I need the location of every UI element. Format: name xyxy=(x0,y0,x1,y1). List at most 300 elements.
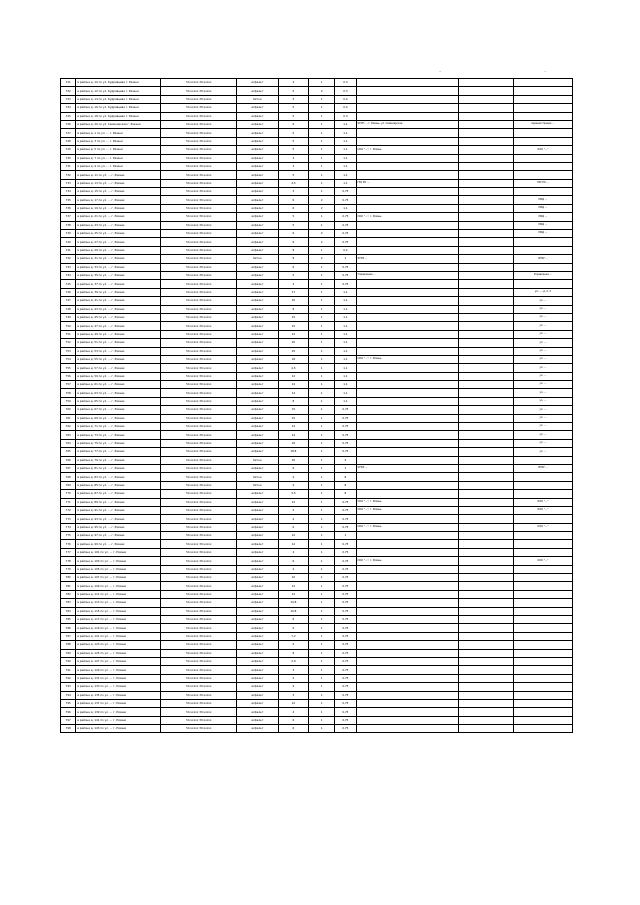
cell-owner xyxy=(513,649,572,657)
cell-volume: 0,75 xyxy=(335,271,356,279)
cell-blank xyxy=(459,473,513,481)
cell-number: 764 xyxy=(61,439,76,447)
cell-owner: ул. … xyxy=(513,322,572,330)
cell-containers: 1 xyxy=(309,397,335,405)
cell-number: 769 xyxy=(61,481,76,489)
table-row xyxy=(61,431,573,439)
table-row xyxy=(61,548,573,556)
cell-volume: 0,75 xyxy=(335,188,356,196)
cell-volume: 1,1 xyxy=(335,137,356,145)
cell-coordinates: 54.xxxxx 39.xxxxx xyxy=(161,506,237,514)
cell-surface: бетон xyxy=(237,95,278,103)
table-row xyxy=(61,204,573,212)
cell-address: в районе д. 137 по ул. … г. Рязани xyxy=(76,699,161,707)
cell-number: 758 xyxy=(61,389,76,397)
cell-owner: ул. … xyxy=(513,414,572,422)
cell-surface: асфальт xyxy=(237,263,278,271)
cell-volume: 0,75 xyxy=(335,624,356,632)
table-row xyxy=(61,666,573,674)
cell-containers: 1 xyxy=(309,674,335,682)
cell-number: 795 xyxy=(61,699,76,707)
cell-containers: 1 xyxy=(309,95,335,103)
cell-number: 790 xyxy=(61,657,76,665)
cell-area: 6 xyxy=(278,523,309,531)
cell-owner: ул. … xyxy=(513,313,572,321)
cell-organization xyxy=(356,423,459,431)
cell-number: 792 xyxy=(61,674,76,682)
cell-surface: асфальт xyxy=(237,699,278,707)
cell-organization xyxy=(356,204,459,212)
cell-surface: асфальт xyxy=(237,448,278,456)
cell-blank xyxy=(459,448,513,456)
cell-address: в районе д. 59 по ул. … г. Рязани xyxy=(76,372,161,380)
cell-address: в районе д. 95 по ул. … г. Рязани xyxy=(76,523,161,531)
cell-blank xyxy=(459,313,513,321)
cell-address: в районе д. 71 по ул. … г. Рязани xyxy=(76,423,161,431)
cell-owner xyxy=(513,548,572,556)
cell-area: 12 xyxy=(278,498,309,506)
cell-organization xyxy=(356,188,459,196)
cell-address: в районе д. 15 по ул. … г. Рязани xyxy=(76,188,161,196)
cell-surface: асфальт xyxy=(237,87,278,95)
cell-organization xyxy=(356,641,459,649)
cell-blank xyxy=(459,523,513,531)
cell-organization xyxy=(356,624,459,632)
cell-organization xyxy=(356,95,459,103)
cell-volume: 0,4 xyxy=(335,95,356,103)
cell-blank xyxy=(459,590,513,598)
cell-surface: асфальт xyxy=(237,154,278,162)
cell-organization xyxy=(356,238,459,246)
cell-owner xyxy=(513,674,572,682)
cell-volume: 1 xyxy=(335,532,356,540)
cell-volume: 1,1 xyxy=(335,389,356,397)
cell-surface: асфальт xyxy=(237,305,278,313)
cell-surface: асфальт xyxy=(237,397,278,405)
cell-number: 736 xyxy=(61,204,76,212)
cell-organization: Управление … xyxy=(356,271,459,279)
cell-blank xyxy=(459,540,513,548)
cell-containers: 1 xyxy=(309,691,335,699)
cell-number: 785 xyxy=(61,616,76,624)
cell-number: 761 xyxy=(61,414,76,422)
cell-volume: 1,1 xyxy=(335,179,356,187)
cell-organization xyxy=(356,154,459,162)
cell-blank xyxy=(459,204,513,212)
table-row xyxy=(61,95,573,103)
cell-surface: асфальт xyxy=(237,607,278,615)
cell-owner xyxy=(513,624,572,632)
cell-coordinates: 54.xxxxx 39.xxxxx xyxy=(161,95,237,103)
cell-area: 6 xyxy=(278,196,309,204)
cell-organization xyxy=(356,456,459,464)
cell-blank xyxy=(459,716,513,724)
cell-area: 5 xyxy=(278,506,309,514)
cell-area: 6 xyxy=(278,230,309,238)
cell-volume: 8 xyxy=(335,481,356,489)
cell-number: 734 xyxy=(61,188,76,196)
cell-area: 8 xyxy=(278,649,309,657)
cell-organization xyxy=(356,305,459,313)
cell-owner xyxy=(513,691,572,699)
cell-containers: 1 xyxy=(309,699,335,707)
cell-surface: асфальт xyxy=(237,204,278,212)
cell-address: в районе д. 97 по ул. … г. Рязани xyxy=(76,532,161,540)
cell-surface: асфальт xyxy=(237,657,278,665)
cell-surface: асфальт xyxy=(237,79,278,87)
cell-coordinates: 54.xxxxx 39.xxxxx xyxy=(161,154,237,162)
cell-area: 5 xyxy=(278,221,309,229)
cell-blank xyxy=(459,725,513,733)
cell-address: в районе д. 93 по ул. … г. Рязани xyxy=(76,515,161,523)
cell-address: в районе д. 83 по ул. … г. Рязани xyxy=(76,473,161,481)
cell-owner: ФГБУ … xyxy=(513,255,572,263)
cell-organization xyxy=(356,448,459,456)
cell-coordinates: 54.xxxxx 39.xxxxx xyxy=(161,691,237,699)
cell-blank xyxy=(459,632,513,640)
cell-surface: асфальт xyxy=(237,624,278,632)
cell-coordinates: 54.xxxxx 39.xxxxx xyxy=(161,355,237,363)
cell-organization xyxy=(356,322,459,330)
cell-coordinates: 54.xxxxx 39.xxxxx xyxy=(161,523,237,531)
cell-containers: 1 xyxy=(309,381,335,389)
cell-blank xyxy=(459,381,513,389)
cell-surface: асфальт xyxy=(237,288,278,296)
table-row xyxy=(61,607,573,615)
cell-number: 773 xyxy=(61,515,76,523)
cell-owner: ул. … xyxy=(513,431,572,439)
cell-surface: асфальт xyxy=(237,691,278,699)
cell-volume: 1,1 xyxy=(335,171,356,179)
cell-address: в районе д. 57 по ул. … г. Рязани xyxy=(76,364,161,372)
table-row xyxy=(61,389,573,397)
cell-owner xyxy=(513,582,572,590)
table-row xyxy=(61,339,573,347)
table-row xyxy=(61,120,573,128)
cell-organization xyxy=(356,708,459,716)
cell-organization xyxy=(356,372,459,380)
cell-organization xyxy=(356,414,459,422)
cell-volume: 1,1 xyxy=(335,162,356,170)
cell-surface: асфальт xyxy=(237,616,278,624)
table-row xyxy=(61,423,573,431)
cell-containers: 1 xyxy=(309,439,335,447)
cell-containers: 1 xyxy=(309,112,335,120)
cell-number: 777 xyxy=(61,548,76,556)
cell-owner xyxy=(513,473,572,481)
cell-number: 739 xyxy=(61,230,76,238)
cell-coordinates: 54.xxxxx 39.xxxxx xyxy=(161,557,237,565)
cell-organization xyxy=(356,540,459,548)
cell-organization xyxy=(356,246,459,254)
cell-surface: асфальт xyxy=(237,641,278,649)
cell-containers: 2 xyxy=(309,255,335,263)
cell-volume: 0,75 xyxy=(335,683,356,691)
table-row xyxy=(61,280,573,288)
cell-number: 726 xyxy=(61,120,76,128)
cell-area: 6 xyxy=(278,716,309,724)
cell-owner xyxy=(513,699,572,707)
cell-area: 25 xyxy=(278,347,309,355)
cell-owner xyxy=(513,481,572,489)
cell-blank xyxy=(459,674,513,682)
cell-blank xyxy=(459,574,513,582)
cell-owner: ул. … xyxy=(513,364,572,372)
cell-coordinates: 54.xxxxx 39.xxxxx xyxy=(161,439,237,447)
cell-number: 733 xyxy=(61,179,76,187)
cell-organization: ООО "…", г. Рязань xyxy=(356,498,459,506)
cell-address: в районе д. 143 по ул. … г. Рязани xyxy=(76,725,161,733)
table-row xyxy=(61,196,573,204)
cell-containers: 1 xyxy=(309,607,335,615)
table-row xyxy=(61,355,573,363)
cell-owner: ООО "…" xyxy=(513,146,572,154)
cell-coordinates: 54.xxxxx 39.xxxxx xyxy=(161,120,237,128)
table-row xyxy=(61,699,573,707)
cell-owner xyxy=(513,725,572,733)
cell-coordinates: 54.xxxxx 39.xxxxx xyxy=(161,146,237,154)
cell-blank xyxy=(459,280,513,288)
cell-coordinates: 54.xxxxx 39.xxxxx xyxy=(161,213,237,221)
cell-volume: 0,75 xyxy=(335,423,356,431)
cell-owner xyxy=(513,280,572,288)
cell-owner xyxy=(513,666,572,674)
cell-organization xyxy=(356,674,459,682)
cell-number: 762 xyxy=(61,423,76,431)
cell-address: в районе д. 115 по ул. … г. Рязани xyxy=(76,607,161,615)
cell-organization xyxy=(356,87,459,95)
cell-surface: асфальт xyxy=(237,137,278,145)
cell-owner: ул. … xyxy=(513,355,572,363)
cell-organization xyxy=(356,79,459,87)
cell-organization xyxy=(356,196,459,204)
cell-organization: ГБУ РО … xyxy=(356,179,459,187)
cell-blank xyxy=(459,120,513,128)
cell-address: в районе д. 99 по ул. … г. Рязани xyxy=(76,540,161,548)
cell-area: 12 xyxy=(278,699,309,707)
cell-address: в районе д. 125 по ул. … г. Рязани xyxy=(76,649,161,657)
cell-surface: асфальт xyxy=(237,515,278,523)
cell-blank xyxy=(459,246,513,254)
cell-coordinates: 54.xxxxx 39.xxxxx xyxy=(161,179,237,187)
cell-blank xyxy=(459,649,513,657)
cell-volume: 0,75 xyxy=(335,725,356,733)
cell-coordinates: 54.xxxxx 39.xxxxx xyxy=(161,448,237,456)
cell-organization xyxy=(356,297,459,305)
cell-coordinates: 54.xxxxx 39.xxxxx xyxy=(161,456,237,464)
cell-surface: асфальт xyxy=(237,464,278,472)
cell-number: 737 xyxy=(61,213,76,221)
cell-surface: асфальт xyxy=(237,406,278,414)
cell-address: в районе д. 103 по ул. … г. Рязани xyxy=(76,557,161,565)
cell-blank xyxy=(459,322,513,330)
cell-volume: 0,75 xyxy=(335,666,356,674)
table-row xyxy=(61,221,573,229)
cell-number: 747 xyxy=(61,297,76,305)
cell-address: в районе д. 119 по ул. … г. Рязани xyxy=(76,624,161,632)
cell-organization xyxy=(356,313,459,321)
cell-coordinates: 54.xxxxx 39.xxxxx xyxy=(161,649,237,657)
cell-organization xyxy=(356,280,459,288)
cell-address: в районе д. 25 по ул. … г. Рязани xyxy=(76,230,161,238)
cell-organization xyxy=(356,565,459,573)
cell-owner: ул. … xyxy=(513,372,572,380)
table-row xyxy=(61,104,573,112)
cell-owner: ООО "…" xyxy=(513,506,572,514)
cell-address: в районе д. 14 по ул. Кудрявцева г. Рязани xyxy=(76,95,161,103)
cell-address: в районе д. 141 по ул. … г. Рязани xyxy=(76,716,161,724)
cell-owner: Управление … xyxy=(513,271,572,279)
cell-containers: 1 xyxy=(309,221,335,229)
cell-blank xyxy=(459,364,513,372)
cell-surface: асфальт xyxy=(237,246,278,254)
table-row xyxy=(61,188,573,196)
cell-owner: ул. … xyxy=(513,339,572,347)
cell-volume: 0,75 xyxy=(335,280,356,288)
cell-address: в районе д. 17 по ул. … г. Рязани xyxy=(76,196,161,204)
cell-surface: асфальт xyxy=(237,355,278,363)
cell-volume: 0,75 xyxy=(335,607,356,615)
cell-blank xyxy=(459,657,513,665)
cell-volume: 0,3 xyxy=(335,112,356,120)
cell-address: в районе д. 111 по ул. … г. Рязани xyxy=(76,590,161,598)
cell-area: 4 xyxy=(278,515,309,523)
cell-coordinates: 54.xxxxx 39.xxxxx xyxy=(161,481,237,489)
cell-number: 793 xyxy=(61,683,76,691)
cell-containers: 1 xyxy=(309,456,335,464)
cell-organization xyxy=(356,389,459,397)
cell-blank xyxy=(459,330,513,338)
cell-area: 15 xyxy=(278,414,309,422)
cell-volume: 0,75 xyxy=(335,574,356,582)
cell-volume: 0,75 xyxy=(335,406,356,414)
table-row xyxy=(61,364,573,372)
cell-coordinates: 54.xxxxx 39.xxxxx xyxy=(161,582,237,590)
cell-blank xyxy=(459,79,513,87)
cell-address: в районе д. 53 по ул. … г. Рязани xyxy=(76,347,161,355)
cell-surface: асфальт xyxy=(237,523,278,531)
table-row xyxy=(61,599,573,607)
cell-organization xyxy=(356,431,459,439)
cell-containers: 1 xyxy=(309,498,335,506)
cell-containers: 1 xyxy=(309,389,335,397)
cell-blank xyxy=(459,347,513,355)
cell-area: 5 xyxy=(278,112,309,120)
cell-address: в районе д. 47 по ул. … г. Рязани xyxy=(76,322,161,330)
cell-containers: 1 xyxy=(309,582,335,590)
cell-blank xyxy=(459,129,513,137)
cell-number: 725 xyxy=(61,112,76,120)
cell-organization xyxy=(356,683,459,691)
cell-surface: асфальт xyxy=(237,188,278,196)
cell-volume: 0,75 xyxy=(335,691,356,699)
cell-blank xyxy=(459,372,513,380)
cell-area: 4 xyxy=(278,565,309,573)
cell-containers: 1 xyxy=(309,590,335,598)
cell-containers: 1 xyxy=(309,271,335,279)
cell-volume: 0,75 xyxy=(335,548,356,556)
cell-blank xyxy=(459,188,513,196)
cell-organization xyxy=(356,574,459,582)
cell-blank xyxy=(459,464,513,472)
cell-surface: асфальт xyxy=(237,339,278,347)
cell-organization xyxy=(356,716,459,724)
cell-organization xyxy=(356,330,459,338)
cell-coordinates: 54.xxxxx 39.xxxxx xyxy=(161,632,237,640)
cell-volume: 1,1 xyxy=(335,297,356,305)
cell-surface: асфальт xyxy=(237,632,278,640)
cell-area: 6 xyxy=(278,464,309,472)
cell-number: 755 xyxy=(61,364,76,372)
cell-containers: 1 xyxy=(309,599,335,607)
table-row xyxy=(61,414,573,422)
cell-owner xyxy=(513,154,572,162)
cell-address: в районе д. 51 по ул. … г. Рязани xyxy=(76,339,161,347)
cell-containers: 1 xyxy=(309,423,335,431)
cell-containers: 2 xyxy=(309,230,335,238)
cell-area: 4,5 xyxy=(278,490,309,498)
cell-address: в районе д. 13 по ул. … г. Рязани xyxy=(76,179,161,187)
cell-number: 753 xyxy=(61,347,76,355)
cell-blank xyxy=(459,624,513,632)
cell-surface: асфальт xyxy=(237,230,278,238)
cell-blank xyxy=(459,490,513,498)
cell-blank xyxy=(459,599,513,607)
cell-blank xyxy=(459,146,513,154)
cell-area: 3 xyxy=(278,154,309,162)
cell-containers: 1 xyxy=(309,406,335,414)
cell-surface: асфальт xyxy=(237,532,278,540)
cell-area: 15 xyxy=(278,406,309,414)
cell-number: 721 xyxy=(61,79,76,87)
cell-coordinates: 54.xxxxx 39.xxxxx xyxy=(161,288,237,296)
cell-containers: 1 xyxy=(309,213,335,221)
cell-number: 783 xyxy=(61,599,76,607)
cell-area: 15 xyxy=(278,313,309,321)
cell-coordinates: 54.xxxxx 39.xxxxx xyxy=(161,641,237,649)
cell-containers: 1 xyxy=(309,347,335,355)
cell-area: 3 xyxy=(278,280,309,288)
cell-number: 730 xyxy=(61,154,76,162)
cell-owner: МКД … xyxy=(513,196,572,204)
table-row xyxy=(61,288,573,296)
cell-coordinates: 54.xxxxx 39.xxxxx xyxy=(161,498,237,506)
cell-owner xyxy=(513,532,572,540)
table-row xyxy=(61,87,573,95)
cell-surface: асфальт xyxy=(237,347,278,355)
cell-surface: асфальт xyxy=(237,213,278,221)
table-row xyxy=(61,582,573,590)
cell-number: 780 xyxy=(61,574,76,582)
cell-address: в районе д. 9 по ул. … г. Рязани xyxy=(76,162,161,170)
cell-containers: 1 xyxy=(309,557,335,565)
cell-address: в районе д. 121 по ул. … г. Рязани xyxy=(76,632,161,640)
cell-containers: 1 xyxy=(309,322,335,330)
cell-surface: асфальт xyxy=(237,557,278,565)
cell-surface: асфальт xyxy=(237,683,278,691)
cell-blank xyxy=(459,263,513,271)
cell-area: 12 xyxy=(278,540,309,548)
cell-address: в районе д. 1 по ул. … г. Рязани xyxy=(76,129,161,137)
table-row xyxy=(61,213,573,221)
cell-volume: 4 xyxy=(335,456,356,464)
cell-surface: асфальт xyxy=(237,599,278,607)
cell-containers: 1 xyxy=(309,339,335,347)
cell-owner xyxy=(513,79,572,87)
cell-organization: ООО "…", г. Рязань xyxy=(356,146,459,154)
cell-owner xyxy=(513,708,572,716)
cell-containers: 1 xyxy=(309,448,335,456)
